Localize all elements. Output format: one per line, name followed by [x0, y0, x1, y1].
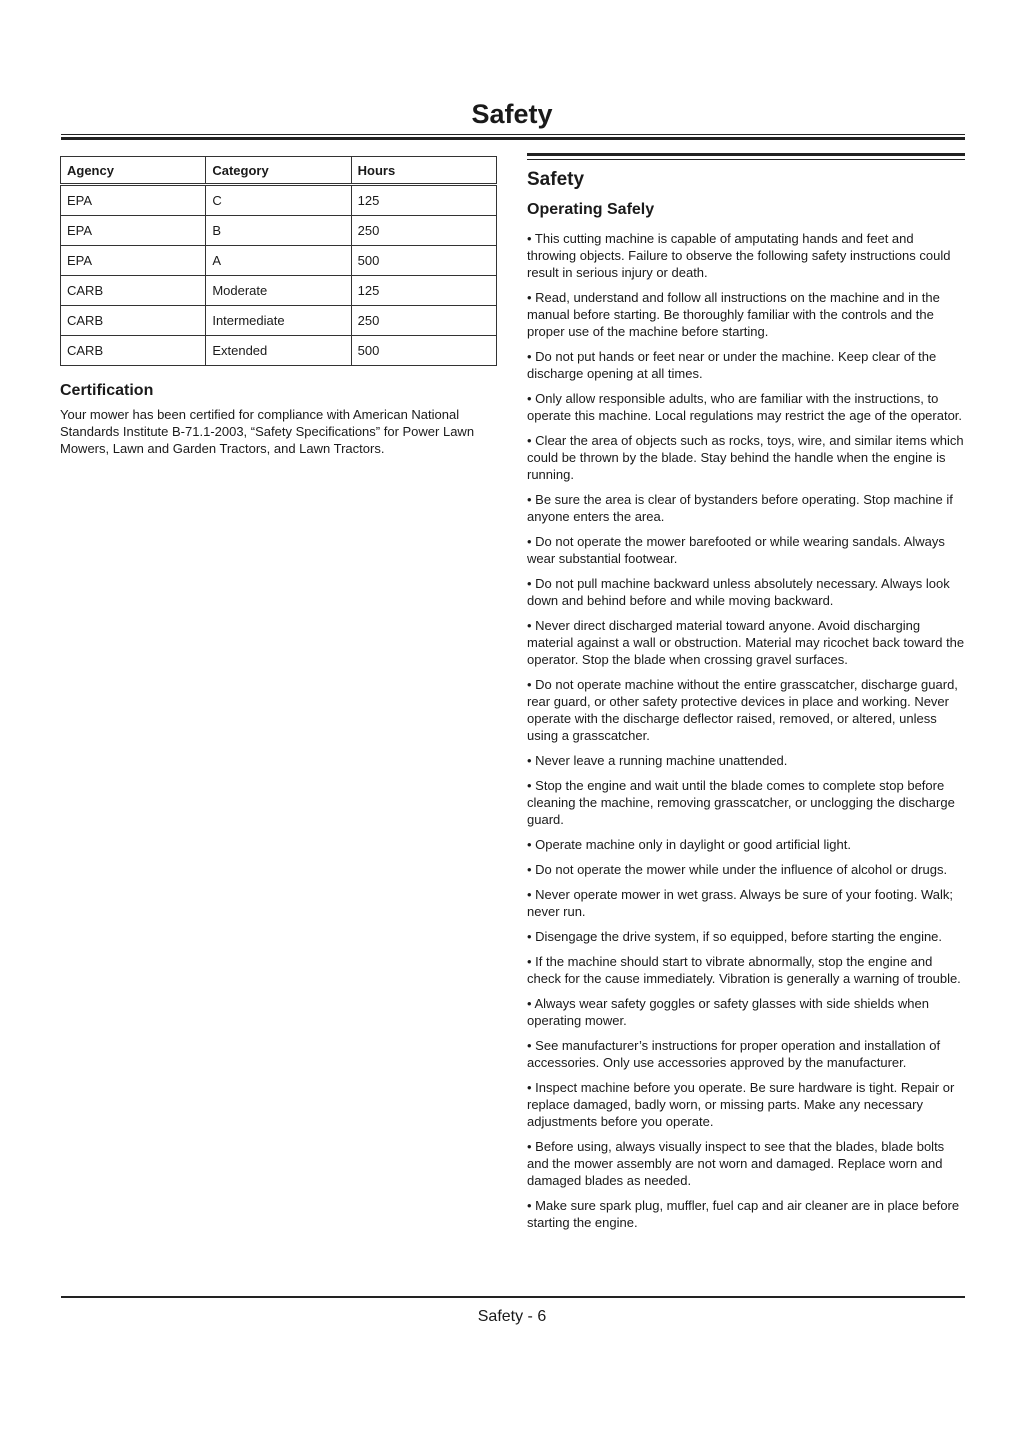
list-item: • Never leave a running machine unattended. [527, 753, 788, 768]
table-cell: EPA [61, 246, 206, 276]
list-item: • Clear the area of objects such as rocks, toys, wire, and similar items which could be thrown by the blade. Stay behind the handle when the engine is running. [527, 433, 964, 482]
list-item: • Read, understand and follow all instructions on the machine and in the manual before starting. Be thoroughly familiar with the controls and the proper use of the machine before starting. [527, 290, 940, 339]
table-cell: 125 [351, 276, 496, 306]
table-cell: CARB [61, 276, 206, 306]
table-cell: 250 [351, 306, 496, 336]
list-item: • Never operate mower in wet grass. Always be sure of your footing. Walk; never run. [527, 887, 954, 919]
list-item: • Stop the engine and wait until the blade comes to complete stop before cleaning the machine, removing grasscatcher, or unclogging the discharge guard. [527, 778, 955, 827]
table-row [61, 276, 497, 306]
certification-heading: Certification [60, 382, 154, 399]
table-cell: Intermediate [206, 306, 351, 336]
list-item: • Do not pull machine backward unless absolutely necessary. Always look down and behind before and while moving backward. [527, 576, 950, 608]
footer-rule [61, 1296, 965, 1298]
list-item: • Do not operate machine without the entire grasscatcher, discharge guard, rear guard, or other safety protective devices in place and working. Never operate with the discharge deflector raised, removed, or altered, unless using a grasscatcher. [527, 677, 958, 743]
list-item: • Always wear safety goggles or safety glasses with side shields when operating mower. [527, 996, 929, 1028]
safety-bullet-list [527, 230, 965, 1239]
table-header-row [61, 157, 497, 185]
table-cell: CARB [61, 336, 206, 366]
operating-safely-heading: Operating Safely [527, 201, 655, 218]
table-cell: C [206, 185, 351, 216]
table-cell: 500 [351, 336, 496, 366]
emissions-table [60, 156, 497, 366]
title-rule-bottom [61, 137, 965, 140]
list-item: • Do not operate the mower barefooted or while wearing sandals. Always wear substantial footwear. [527, 534, 945, 566]
list-item: • Be sure the area is clear of bystanders before operating. Stop machine if anyone enters the area. [527, 492, 953, 524]
table-cell: 125 [351, 185, 496, 216]
list-item: • If the machine should start to vibrate abnormally, stop the engine and check for the cause immediately. Vibration is generally a warning of trouble. [527, 954, 961, 986]
list-item: • Make sure spark plug, muffler, fuel cap and air cleaner are in place before starting the engine. [527, 1198, 960, 1230]
table-cell: CARB [61, 306, 206, 336]
table-row [61, 185, 497, 216]
table-row [61, 306, 497, 336]
list-item: • Before using, always visually inspect to see that the blades, blade bolts and the mower assembly are not worn and damaged. Replace worn and damaged blades as needed. [527, 1139, 945, 1188]
list-item: • Do not operate the mower while under the influence of alcohol or drugs. [527, 862, 948, 877]
list-item: • Only allow responsible adults, who are familiar with the instructions, to operate this machine. Local regulations may restrict the age of the operator. [527, 391, 963, 423]
table-cell: 250 [351, 216, 496, 246]
certification-text: Your mower has been certified for compliance with American National Standards Institute B-71.1-2003, “Safety Specifications” for Power Lawn Mowers, Lawn and Garden Tractors, and Lawn Tractors. [60, 407, 475, 456]
list-item: • This cutting machine is capable of amputating hands and feet and throwing objects. Failure to observe the following safety instructions could result in serious injury or death. [527, 231, 951, 280]
page-title: Safety [471, 99, 553, 129]
list-item: • Inspect machine before you operate. Be sure hardware is tight. Repair or replace damaged, badly worn, or missing parts. Make any necessary adjustments before you operate. [527, 1080, 955, 1129]
list-item: • Disengage the drive system, if so equipped, before starting the engine. [527, 929, 943, 944]
table-header-hours: Hours [351, 157, 496, 185]
table-cell: 500 [351, 246, 496, 276]
table-cell: A [206, 246, 351, 276]
table-header-category: Category [206, 157, 351, 185]
page-footer: Safety - 6 [477, 1308, 547, 1325]
list-item: • Operate machine only in daylight or good artificial light. [527, 837, 851, 852]
table-cell: Extended [206, 336, 351, 366]
table-header-agency: Agency [61, 157, 206, 185]
title-rule-top [61, 134, 965, 135]
table-cell: B [206, 216, 351, 246]
table-cell: EPA [61, 185, 206, 216]
list-item: • See manufacturer’s instructions for proper operation and installation of accessories. Only use accessories approved by the manufacturer. [527, 1038, 941, 1070]
table-cell: EPA [61, 216, 206, 246]
safety-rule-thin [527, 159, 965, 160]
table-cell: Moderate [206, 276, 351, 306]
list-item: • Do not put hands or feet near or under the machine. Keep clear of the discharge opening at all times. [527, 349, 937, 381]
table-row [61, 216, 497, 246]
safety-rule-thick [527, 153, 965, 156]
safety-heading: Safety [527, 169, 585, 190]
table-row [61, 246, 497, 276]
list-item: • Never direct discharged material toward anyone. Avoid discharging material against a wall or obstruction. Material may ricochet back toward the operator. Stop the blade when crossing gravel surfaces. [527, 618, 965, 667]
table-row [61, 336, 497, 366]
